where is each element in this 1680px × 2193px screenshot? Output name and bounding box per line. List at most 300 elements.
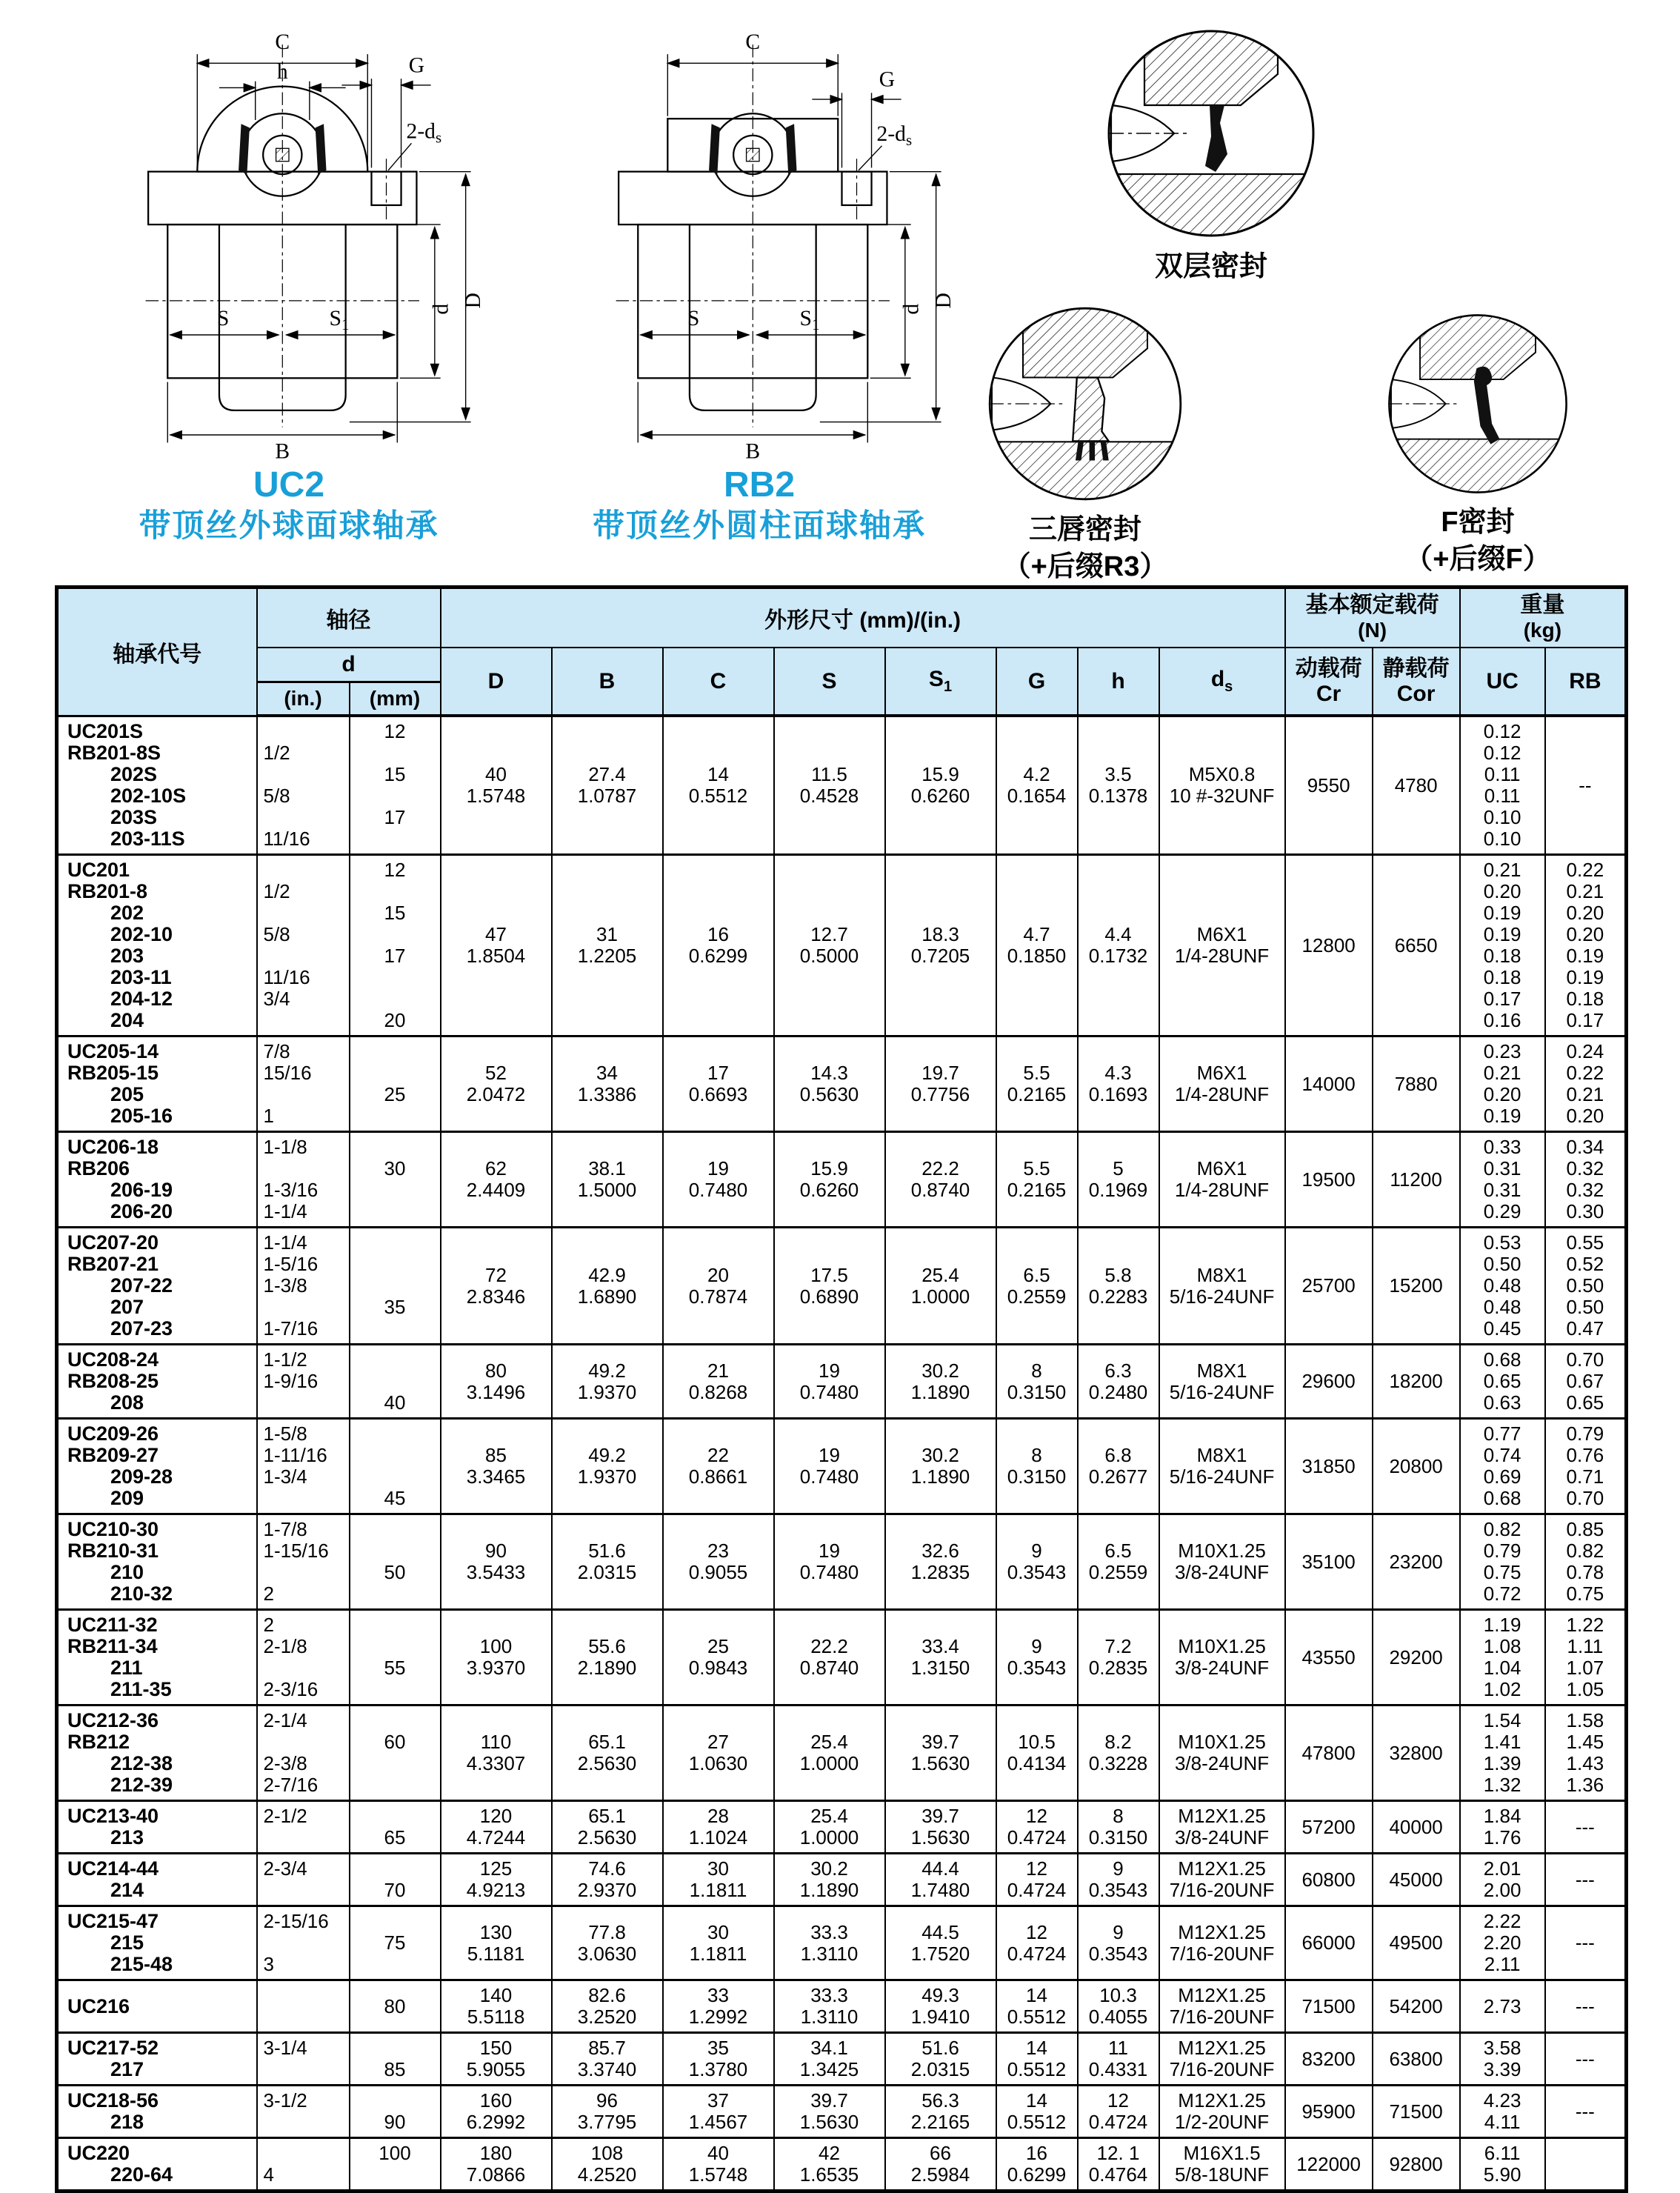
cell-d-inch: 1/2 5/8 11/16 3/4 xyxy=(257,855,350,1036)
cell-cr: 43550 xyxy=(1285,1610,1373,1706)
cell-cor: 4780 xyxy=(1373,716,1460,855)
cell-ds: M8X1 5/16-24UNF xyxy=(1159,1228,1285,1345)
table-row xyxy=(57,1036,1627,1132)
cell-D: 90 3.5433 xyxy=(441,1514,552,1610)
cell-d-mm: 12 15 17 xyxy=(350,716,441,855)
cell-S: 33.3 1.3110 xyxy=(774,1906,885,1980)
cell-B: 65.1 2.5630 xyxy=(552,1801,663,1854)
cell-uc-weight: 4.23 4.11 xyxy=(1460,2086,1545,2138)
table-row xyxy=(57,1980,1627,2033)
cell-h: 7.2 0.2835 xyxy=(1078,1610,1159,1706)
cell-bearing-codes: UC212-36 RB212 212-38 212-39 xyxy=(57,1706,257,1801)
cell-ds: M10X1.25 3/8-24UNF xyxy=(1159,1610,1285,1706)
header-col-h: h xyxy=(1078,648,1159,716)
cell-C: 19 0.7480 xyxy=(663,1132,774,1228)
cell-rb-weight: --- xyxy=(1545,1906,1627,1980)
cell-d-mm: 40 xyxy=(350,1345,441,1419)
table-row xyxy=(57,855,1627,1036)
bearing-spec-table xyxy=(55,585,1628,2193)
cell-S1: 51.6 2.0315 xyxy=(885,2033,996,2086)
cell-D: 62 2.4409 xyxy=(441,1132,552,1228)
cell-cr: 122000 xyxy=(1285,2138,1373,2192)
cell-G: 4.2 0.1654 xyxy=(996,716,1078,855)
cell-S: 39.7 1.5630 xyxy=(774,2086,885,2138)
cell-bearing-codes: UC209-26 RB209-27 209-28 209 xyxy=(57,1419,257,1514)
cell-cor: 6650 xyxy=(1373,855,1460,1036)
cell-bearing-codes: UC211-32 RB211-34 211 211-35 xyxy=(57,1610,257,1706)
cell-C: 30 1.1811 xyxy=(663,1854,774,1906)
cell-S: 22.2 0.8740 xyxy=(774,1610,885,1706)
rb2-model-title: RB2 xyxy=(723,465,796,505)
cell-B: 49.2 1.9370 xyxy=(552,1345,663,1419)
cell-h: 4.3 0.1693 xyxy=(1078,1036,1159,1132)
cell-cr: 35100 xyxy=(1285,1514,1373,1610)
cell-ds: M8X1 5/16-24UNF xyxy=(1159,1419,1285,1514)
cell-C: 23 0.9055 xyxy=(663,1514,774,1610)
cell-rb-weight: --- xyxy=(1545,1854,1627,1906)
header-mm: (mm) xyxy=(350,682,441,716)
cell-B: 51.6 2.0315 xyxy=(552,1514,663,1610)
dim-label-D: D xyxy=(461,293,485,309)
cell-G: 14 0.5512 xyxy=(996,2086,1078,2138)
cell-uc-weight: 0.82 0.79 0.75 0.72 xyxy=(1460,1514,1545,1610)
cell-C: 37 1.4567 xyxy=(663,2086,774,2138)
cell-cor: 71500 xyxy=(1373,2086,1460,2138)
cell-G: 12 0.4724 xyxy=(996,1906,1078,1980)
rb2-caption: 带顶丝外圆柱面球轴承 xyxy=(593,508,926,544)
cell-bearing-codes: UC210-30 RB210-31 210 210-32 xyxy=(57,1514,257,1610)
cell-d-mm: 50 xyxy=(350,1514,441,1610)
cell-cr: 71500 xyxy=(1285,1980,1373,2033)
cell-G: 5.5 0.2165 xyxy=(996,1036,1078,1132)
cell-d-mm: 65 xyxy=(350,1801,441,1854)
dim-label-G: G xyxy=(879,67,896,92)
cell-D: 160 6.2992 xyxy=(441,2086,552,2138)
seal-double-block xyxy=(1081,22,1341,285)
cell-ds: M12X1.25 1/2-20UNF xyxy=(1159,2086,1285,2138)
cell-d-inch: 7/8 15/16 1 xyxy=(257,1036,350,1132)
cell-S1: 22.2 0.8740 xyxy=(885,1132,996,1228)
cell-d-mm: 12 15 17 20 xyxy=(350,855,441,1036)
triple-lip-seal-illustration xyxy=(981,300,1189,508)
cell-uc-weight: 0.33 0.31 0.31 0.29 xyxy=(1460,1132,1545,1228)
cell-S1: 25.4 1.0000 xyxy=(885,1228,996,1345)
cell-ds: M12X1.25 7/16-20UNF xyxy=(1159,1906,1285,1980)
cell-D: 52 2.0472 xyxy=(441,1036,552,1132)
cell-S: 17.5 0.6890 xyxy=(774,1228,885,1345)
cell-B: 38.1 1.5000 xyxy=(552,1132,663,1228)
cell-B: 74.6 2.9370 xyxy=(552,1854,663,1906)
uc2-drawing-block xyxy=(89,9,489,546)
cell-C: 30 1.1811 xyxy=(663,1906,774,1980)
cell-d-inch: 1-5/8 1-11/16 1-3/4 xyxy=(257,1419,350,1514)
dim-label-d: d xyxy=(899,303,924,315)
cell-uc-weight: 6.11 5.90 xyxy=(1460,2138,1545,2192)
cell-S: 14.3 0.5630 xyxy=(774,1036,885,1132)
header-weight-group: 重量 (kg) xyxy=(1460,588,1627,648)
cell-ds: M6X1 1/4-28UNF xyxy=(1159,1132,1285,1228)
cell-ds: M6X1 1/4-28UNF xyxy=(1159,855,1285,1036)
header-col-D: D xyxy=(441,648,552,716)
cell-S: 25.4 1.0000 xyxy=(774,1801,885,1854)
table-row xyxy=(57,2033,1627,2086)
cell-G: 14 0.5512 xyxy=(996,1980,1078,2033)
cell-bearing-codes: UC208-24 RB208-25 208 xyxy=(57,1345,257,1419)
cell-S1: 32.6 1.2835 xyxy=(885,1514,996,1610)
cell-d-inch: 2-1/4 2-3/8 2-7/16 xyxy=(257,1706,350,1801)
cell-S1: 30.2 1.1890 xyxy=(885,1345,996,1419)
cell-C: 40 1.5748 xyxy=(663,2138,774,2192)
cell-bearing-codes: UC207-20 RB207-21 207-22 207 207-23 xyxy=(57,1228,257,1345)
dim-label-S: S xyxy=(216,306,230,330)
cell-S: 19 0.7480 xyxy=(774,1514,885,1610)
cell-h: 5.8 0.2283 xyxy=(1078,1228,1159,1345)
cell-rb-weight: 0.70 0.67 0.65 xyxy=(1545,1345,1627,1419)
dim-label-C: C xyxy=(275,30,290,55)
cell-rb-weight: 0.79 0.76 0.71 0.70 xyxy=(1545,1419,1627,1514)
cell-d-mm: 100 xyxy=(350,2138,441,2192)
cell-G: 10.5 0.4134 xyxy=(996,1706,1078,1801)
cell-G: 6.5 0.2559 xyxy=(996,1228,1078,1345)
header-d: d xyxy=(257,648,441,682)
table-body xyxy=(57,716,1627,2192)
header-col-S1: $S_1$ xyxy=(885,648,996,716)
cell-G: 12 0.4724 xyxy=(996,1854,1078,1906)
cell-G: 14 0.5512 xyxy=(996,2033,1078,2086)
cell-C: 16 0.6299 xyxy=(663,855,774,1036)
cell-d-inch: 3-1/2 xyxy=(257,2086,350,2138)
cell-B: 108 4.2520 xyxy=(552,2138,663,2192)
cell-bearing-codes: UC201S RB201-8S 202S 202-10S 203S 203-11S xyxy=(57,716,257,855)
header-in: (in.) xyxy=(257,682,350,716)
cell-B: 42.9 1.6890 xyxy=(552,1228,663,1345)
cell-rb-weight: 0.34 0.32 0.32 0.30 xyxy=(1545,1132,1627,1228)
dim-label-B: B xyxy=(745,439,761,461)
cell-h: 11 0.4331 xyxy=(1078,2033,1159,2086)
cell-d-mm: 30 xyxy=(350,1132,441,1228)
cell-G: 12 0.4724 xyxy=(996,1801,1078,1854)
cell-D: 125 4.9213 xyxy=(441,1854,552,1906)
cell-bearing-codes: UC205-14 RB205-15 205 205-16 xyxy=(57,1036,257,1132)
cell-S: 19 0.7480 xyxy=(774,1419,885,1514)
rb2-drawing-block xyxy=(559,9,959,546)
cell-cor: 29200 xyxy=(1373,1610,1460,1706)
cell-D: 40 1.5748 xyxy=(441,716,552,855)
dim-label-S1: $S_1$ xyxy=(329,306,350,334)
cell-d-mm: 70 xyxy=(350,1854,441,1906)
cell-cor: 20800 xyxy=(1373,1419,1460,1514)
cell-S1: 33.4 1.3150 xyxy=(885,1610,996,1706)
cell-rb-weight: --- xyxy=(1545,2086,1627,2138)
cell-D: 130 5.1181 xyxy=(441,1906,552,1980)
table-row xyxy=(57,716,1627,855)
dim-label-B: B xyxy=(275,439,290,461)
double-seal-illustration xyxy=(1100,22,1322,244)
cell-h: 5 0.1969 xyxy=(1078,1132,1159,1228)
cell-S1: 56.3 2.2165 xyxy=(885,2086,996,2138)
cell-d-inch: 1-1/4 1-5/16 1-3/8 1-7/16 xyxy=(257,1228,350,1345)
cell-uc-weight: 0.68 0.65 0.63 xyxy=(1460,1345,1545,1419)
header-load-group: 基本额定载荷 (N) xyxy=(1285,588,1460,648)
cell-h: 12. 1 0.4764 xyxy=(1078,2138,1159,2192)
dim-label-2ds: $2-d_s$ xyxy=(876,122,913,149)
cell-rb-weight xyxy=(1545,2138,1627,2192)
cell-uc-weight: 2.22 2.20 2.11 xyxy=(1460,1906,1545,1980)
uc2-caption: 带顶丝外球面球轴承 xyxy=(139,508,439,544)
cell-S: 34.1 1.3425 xyxy=(774,2033,885,2086)
cell-bearing-codes: UC201 RB201-8 202 202-10 203 203-11 204-12 204 xyxy=(57,855,257,1036)
cell-rb-weight: --- xyxy=(1545,2033,1627,2086)
seal-triple-suffix: （+后缀R3） xyxy=(1002,551,1168,582)
cell-S1: 39.7 1.5630 xyxy=(885,1706,996,1801)
cell-rb-weight: 0.24 0.22 0.21 0.20 xyxy=(1545,1036,1627,1132)
header-shaft-dia: 轴径 xyxy=(257,588,441,648)
header-col-S: S xyxy=(774,648,885,716)
cell-bearing-codes: UC218-56 218 xyxy=(57,2086,257,2138)
dim-label-h: h xyxy=(276,60,288,84)
cell-h: 10.3 0.4055 xyxy=(1078,1980,1159,2033)
cell-D: 120 4.7244 xyxy=(441,1801,552,1854)
header-bearing-code: 轴承代号 xyxy=(57,588,257,716)
cell-uc-weight: 1.54 1.41 1.39 1.32 xyxy=(1460,1706,1545,1801)
cell-ds: M5X0.8 10 #-32UNF xyxy=(1159,716,1285,855)
cell-ds: M12X1.25 7/16-20UNF xyxy=(1159,1854,1285,1906)
cell-bearing-codes: UC213-40 213 xyxy=(57,1801,257,1854)
dim-label-C: C xyxy=(745,30,761,55)
cell-uc-weight: 0.23 0.21 0.20 0.19 xyxy=(1460,1036,1545,1132)
cell-d-mm: 45 xyxy=(350,1419,441,1514)
cell-bearing-codes: UC206-18 RB206 206-19 206-20 xyxy=(57,1132,257,1228)
cell-h: 8 0.3150 xyxy=(1078,1801,1159,1854)
cell-d-mm: 25 xyxy=(350,1036,441,1132)
cell-cr: 19500 xyxy=(1285,1132,1373,1228)
cell-rb-weight: --- xyxy=(1545,1801,1627,1854)
cell-uc-weight: 0.12 0.12 0.11 0.11 0.10 0.10 xyxy=(1460,716,1545,855)
cell-h: 3.5 0.1378 xyxy=(1078,716,1159,855)
cell-S: 42 1.6535 xyxy=(774,2138,885,2192)
cell-cor: 15200 xyxy=(1373,1228,1460,1345)
spec-table-section xyxy=(55,585,1625,2193)
top-section xyxy=(0,0,1680,585)
cell-uc-weight: 0.53 0.50 0.48 0.48 0.45 xyxy=(1460,1228,1545,1345)
cell-d-inch: 1-1/2 1-9/16 xyxy=(257,1345,350,1419)
cell-cr: 57200 xyxy=(1285,1801,1373,1854)
uc2-model-title: UC2 xyxy=(253,465,325,505)
table-row xyxy=(57,1906,1627,1980)
cell-G: 9 0.3543 xyxy=(996,1610,1078,1706)
cell-cor: 23200 xyxy=(1373,1514,1460,1610)
cell-ds: M16X1.5 5/8-18UNF xyxy=(1159,2138,1285,2192)
table-row xyxy=(57,1514,1627,1610)
cell-D: 150 5.9055 xyxy=(441,2033,552,2086)
cell-cor: 18200 xyxy=(1373,1345,1460,1419)
cell-B: 55.6 2.1890 xyxy=(552,1610,663,1706)
cell-cr: 25700 xyxy=(1285,1228,1373,1345)
cell-cor: 32800 xyxy=(1373,1706,1460,1801)
cell-B: 77.8 3.0630 xyxy=(552,1906,663,1980)
table-row xyxy=(57,1419,1627,1514)
header-dims-group: 外形尺寸 (mm)/(in.) xyxy=(441,588,1285,648)
cell-d-mm: 80 xyxy=(350,1980,441,2033)
table-row xyxy=(57,2086,1627,2138)
cell-d-mm: 90 xyxy=(350,2086,441,2138)
cell-S1: 15.9 0.6260 xyxy=(885,716,996,855)
cell-S: 33.3 1.3110 xyxy=(774,1980,885,2033)
cell-S: 11.5 0.4528 xyxy=(774,716,885,855)
cell-cr: 9550 xyxy=(1285,716,1373,855)
cell-cor: 40000 xyxy=(1373,1801,1460,1854)
table-row xyxy=(57,1610,1627,1706)
cell-uc-weight: 1.84 1.76 xyxy=(1460,1801,1545,1854)
cell-C: 21 0.8268 xyxy=(663,1345,774,1419)
dim-label-S1: $S_1$ xyxy=(799,306,820,334)
cell-cor: 7880 xyxy=(1373,1036,1460,1132)
cell-cr: 31850 xyxy=(1285,1419,1373,1514)
dim-label-S: S xyxy=(687,306,700,330)
dim-label-D: D xyxy=(931,293,956,309)
cell-bearing-codes: UC214-44 214 xyxy=(57,1854,257,1906)
cell-C: 14 0.5512 xyxy=(663,716,774,855)
cell-uc-weight: 3.58 3.39 xyxy=(1460,2033,1545,2086)
cell-S: 12.7 0.5000 xyxy=(774,855,885,1036)
cell-C: 27 1.0630 xyxy=(663,1706,774,1801)
cell-cor: 54200 xyxy=(1373,1980,1460,2033)
cell-B: 96 3.7795 xyxy=(552,2086,663,2138)
seal-f-suffix: （+后缀F） xyxy=(1404,544,1551,575)
table-row xyxy=(57,1132,1627,1228)
cell-S1: 18.3 0.7205 xyxy=(885,855,996,1036)
header-col-C: C xyxy=(663,648,774,716)
cell-S1: 30.2 1.1890 xyxy=(885,1419,996,1514)
cell-S1: 66 2.5984 xyxy=(885,2138,996,2192)
cell-d-inch: 1/2 5/8 11/16 xyxy=(257,716,350,855)
dim-label-d: d xyxy=(429,303,453,315)
cell-G: 9 0.3543 xyxy=(996,1514,1078,1610)
rb2-bearing-drawing xyxy=(559,9,959,461)
table-row xyxy=(57,1706,1627,1801)
f-seal-illustration xyxy=(1381,307,1574,500)
cell-h: 6.8 0.2677 xyxy=(1078,1419,1159,1514)
cell-d-mm: 55 xyxy=(350,1610,441,1706)
cell-d-inch: 4 xyxy=(257,2138,350,2192)
seal-triple-block xyxy=(956,300,1215,585)
cell-cor: 11200 xyxy=(1373,1132,1460,1228)
cell-S: 15.9 0.6260 xyxy=(774,1132,885,1228)
cell-D: 85 3.3465 xyxy=(441,1419,552,1514)
cell-B: 82.6 3.2520 xyxy=(552,1980,663,2033)
cell-G: 5.5 0.2165 xyxy=(996,1132,1078,1228)
cell-D: 140 5.5118 xyxy=(441,1980,552,2033)
cell-C: 35 1.3780 xyxy=(663,2033,774,2086)
cell-d-inch: 2 2-1/8 2-3/16 xyxy=(257,1610,350,1706)
header-col-G: G xyxy=(996,648,1078,716)
cell-bearing-codes: UC217-52 217 xyxy=(57,2033,257,2086)
cell-bearing-codes: UC215-47 215 215-48 xyxy=(57,1906,257,1980)
cell-D: 110 4.3307 xyxy=(441,1706,552,1801)
cell-cr: 14000 xyxy=(1285,1036,1373,1132)
cell-cr: 83200 xyxy=(1285,2033,1373,2086)
cell-S: 30.2 1.1890 xyxy=(774,1854,885,1906)
cell-ds: M12X1.25 7/16-20UNF xyxy=(1159,2033,1285,2086)
cell-S1: 44.4 1.7480 xyxy=(885,1854,996,1906)
header-col-uc: UC xyxy=(1460,648,1545,716)
cell-C: 17 0.6693 xyxy=(663,1036,774,1132)
cell-cor: 92800 xyxy=(1373,2138,1460,2192)
cell-rb-weight: --- xyxy=(1545,1980,1627,2033)
cell-cor: 45000 xyxy=(1373,1854,1460,1906)
cell-uc-weight: 0.21 0.20 0.19 0.19 0.18 0.18 0.17 0.16 xyxy=(1460,855,1545,1036)
cell-d-mm: 85 xyxy=(350,2033,441,2086)
cell-C: 28 1.1024 xyxy=(663,1801,774,1854)
cell-S1: 44.5 1.7520 xyxy=(885,1906,996,1980)
cell-d-inch: 2-15/16 3 xyxy=(257,1906,350,1980)
seal-triple-label: 三唇密封 xyxy=(1028,514,1141,545)
header-col-cr: 动载荷 Cr xyxy=(1285,648,1373,716)
seal-double-label: 双层密封 xyxy=(1154,251,1267,282)
cell-cor: 63800 xyxy=(1373,2033,1460,2086)
cell-bearing-codes: UC220 220-64 xyxy=(57,2138,257,2192)
cell-rb-weight: 0.55 0.52 0.50 0.50 0.47 xyxy=(1545,1228,1627,1345)
cell-cr: 12800 xyxy=(1285,855,1373,1036)
cell-cr: 66000 xyxy=(1285,1906,1373,1980)
cell-ds: M12X1.25 7/16-20UNF xyxy=(1159,1980,1285,2033)
cell-rb-weight: 0.22 0.21 0.20 0.20 0.19 0.19 0.18 0.17 xyxy=(1545,855,1627,1036)
cell-C: 25 0.9843 xyxy=(663,1610,774,1706)
cell-C: 22 0.8661 xyxy=(663,1419,774,1514)
cell-d-inch: 1-1/8 1-3/16 1-1/4 xyxy=(257,1132,350,1228)
cell-d-inch: 3-1/4 xyxy=(257,2033,350,2086)
table-row xyxy=(57,1345,1627,1419)
table-header xyxy=(57,588,1627,716)
cell-h: 6.5 0.2559 xyxy=(1078,1514,1159,1610)
seal-f-block xyxy=(1356,307,1600,578)
cell-cr: 29600 xyxy=(1285,1345,1373,1419)
uc2-bearing-drawing xyxy=(89,9,489,461)
header-col-B: B xyxy=(552,648,663,716)
cell-h: 9 0.3543 xyxy=(1078,1854,1159,1906)
cell-cr: 95900 xyxy=(1285,2086,1373,2138)
table-row xyxy=(57,2138,1627,2192)
cell-D: 72 2.8346 xyxy=(441,1228,552,1345)
cell-S1: 49.3 1.9410 xyxy=(885,1980,996,2033)
cell-d-mm: 60 xyxy=(350,1706,441,1801)
table-row xyxy=(57,1801,1627,1854)
seal-f-label: F密封 xyxy=(1441,507,1515,538)
cell-S1: 19.7 0.7756 xyxy=(885,1036,996,1132)
cell-bearing-codes: UC216 xyxy=(57,1980,257,2033)
cell-rb-weight: -- xyxy=(1545,716,1627,855)
cell-B: 65.1 2.5630 xyxy=(552,1706,663,1801)
cell-D: 100 3.9370 xyxy=(441,1610,552,1706)
header-col-rb: RB xyxy=(1545,648,1627,716)
cell-ds: M10X1.25 3/8-24UNF xyxy=(1159,1706,1285,1801)
dim-label-2ds: $2-d_s$ xyxy=(406,119,442,147)
cell-ds: M12X1.25 3/8-24UNF xyxy=(1159,1801,1285,1854)
cell-rb-weight: 0.85 0.82 0.78 0.75 xyxy=(1545,1514,1627,1610)
cell-cor: 49500 xyxy=(1373,1906,1460,1980)
cell-uc-weight: 2.73 xyxy=(1460,1980,1545,2033)
cell-D: 80 3.1496 xyxy=(441,1345,552,1419)
cell-S: 19 0.7480 xyxy=(774,1345,885,1419)
cell-ds: M6X1 1/4-28UNF xyxy=(1159,1036,1285,1132)
header-col-cor: 静载荷 Cor xyxy=(1373,648,1460,716)
cell-h: 12 0.4724 xyxy=(1078,2086,1159,2138)
cell-D: 180 7.0866 xyxy=(441,2138,552,2192)
cell-B: 49.2 1.9370 xyxy=(552,1419,663,1514)
cell-D: 47 1.8504 xyxy=(441,855,552,1036)
cell-rb-weight: 1.58 1.45 1.43 1.36 xyxy=(1545,1706,1627,1801)
cell-ds: M8X1 5/16-24UNF xyxy=(1159,1345,1285,1419)
